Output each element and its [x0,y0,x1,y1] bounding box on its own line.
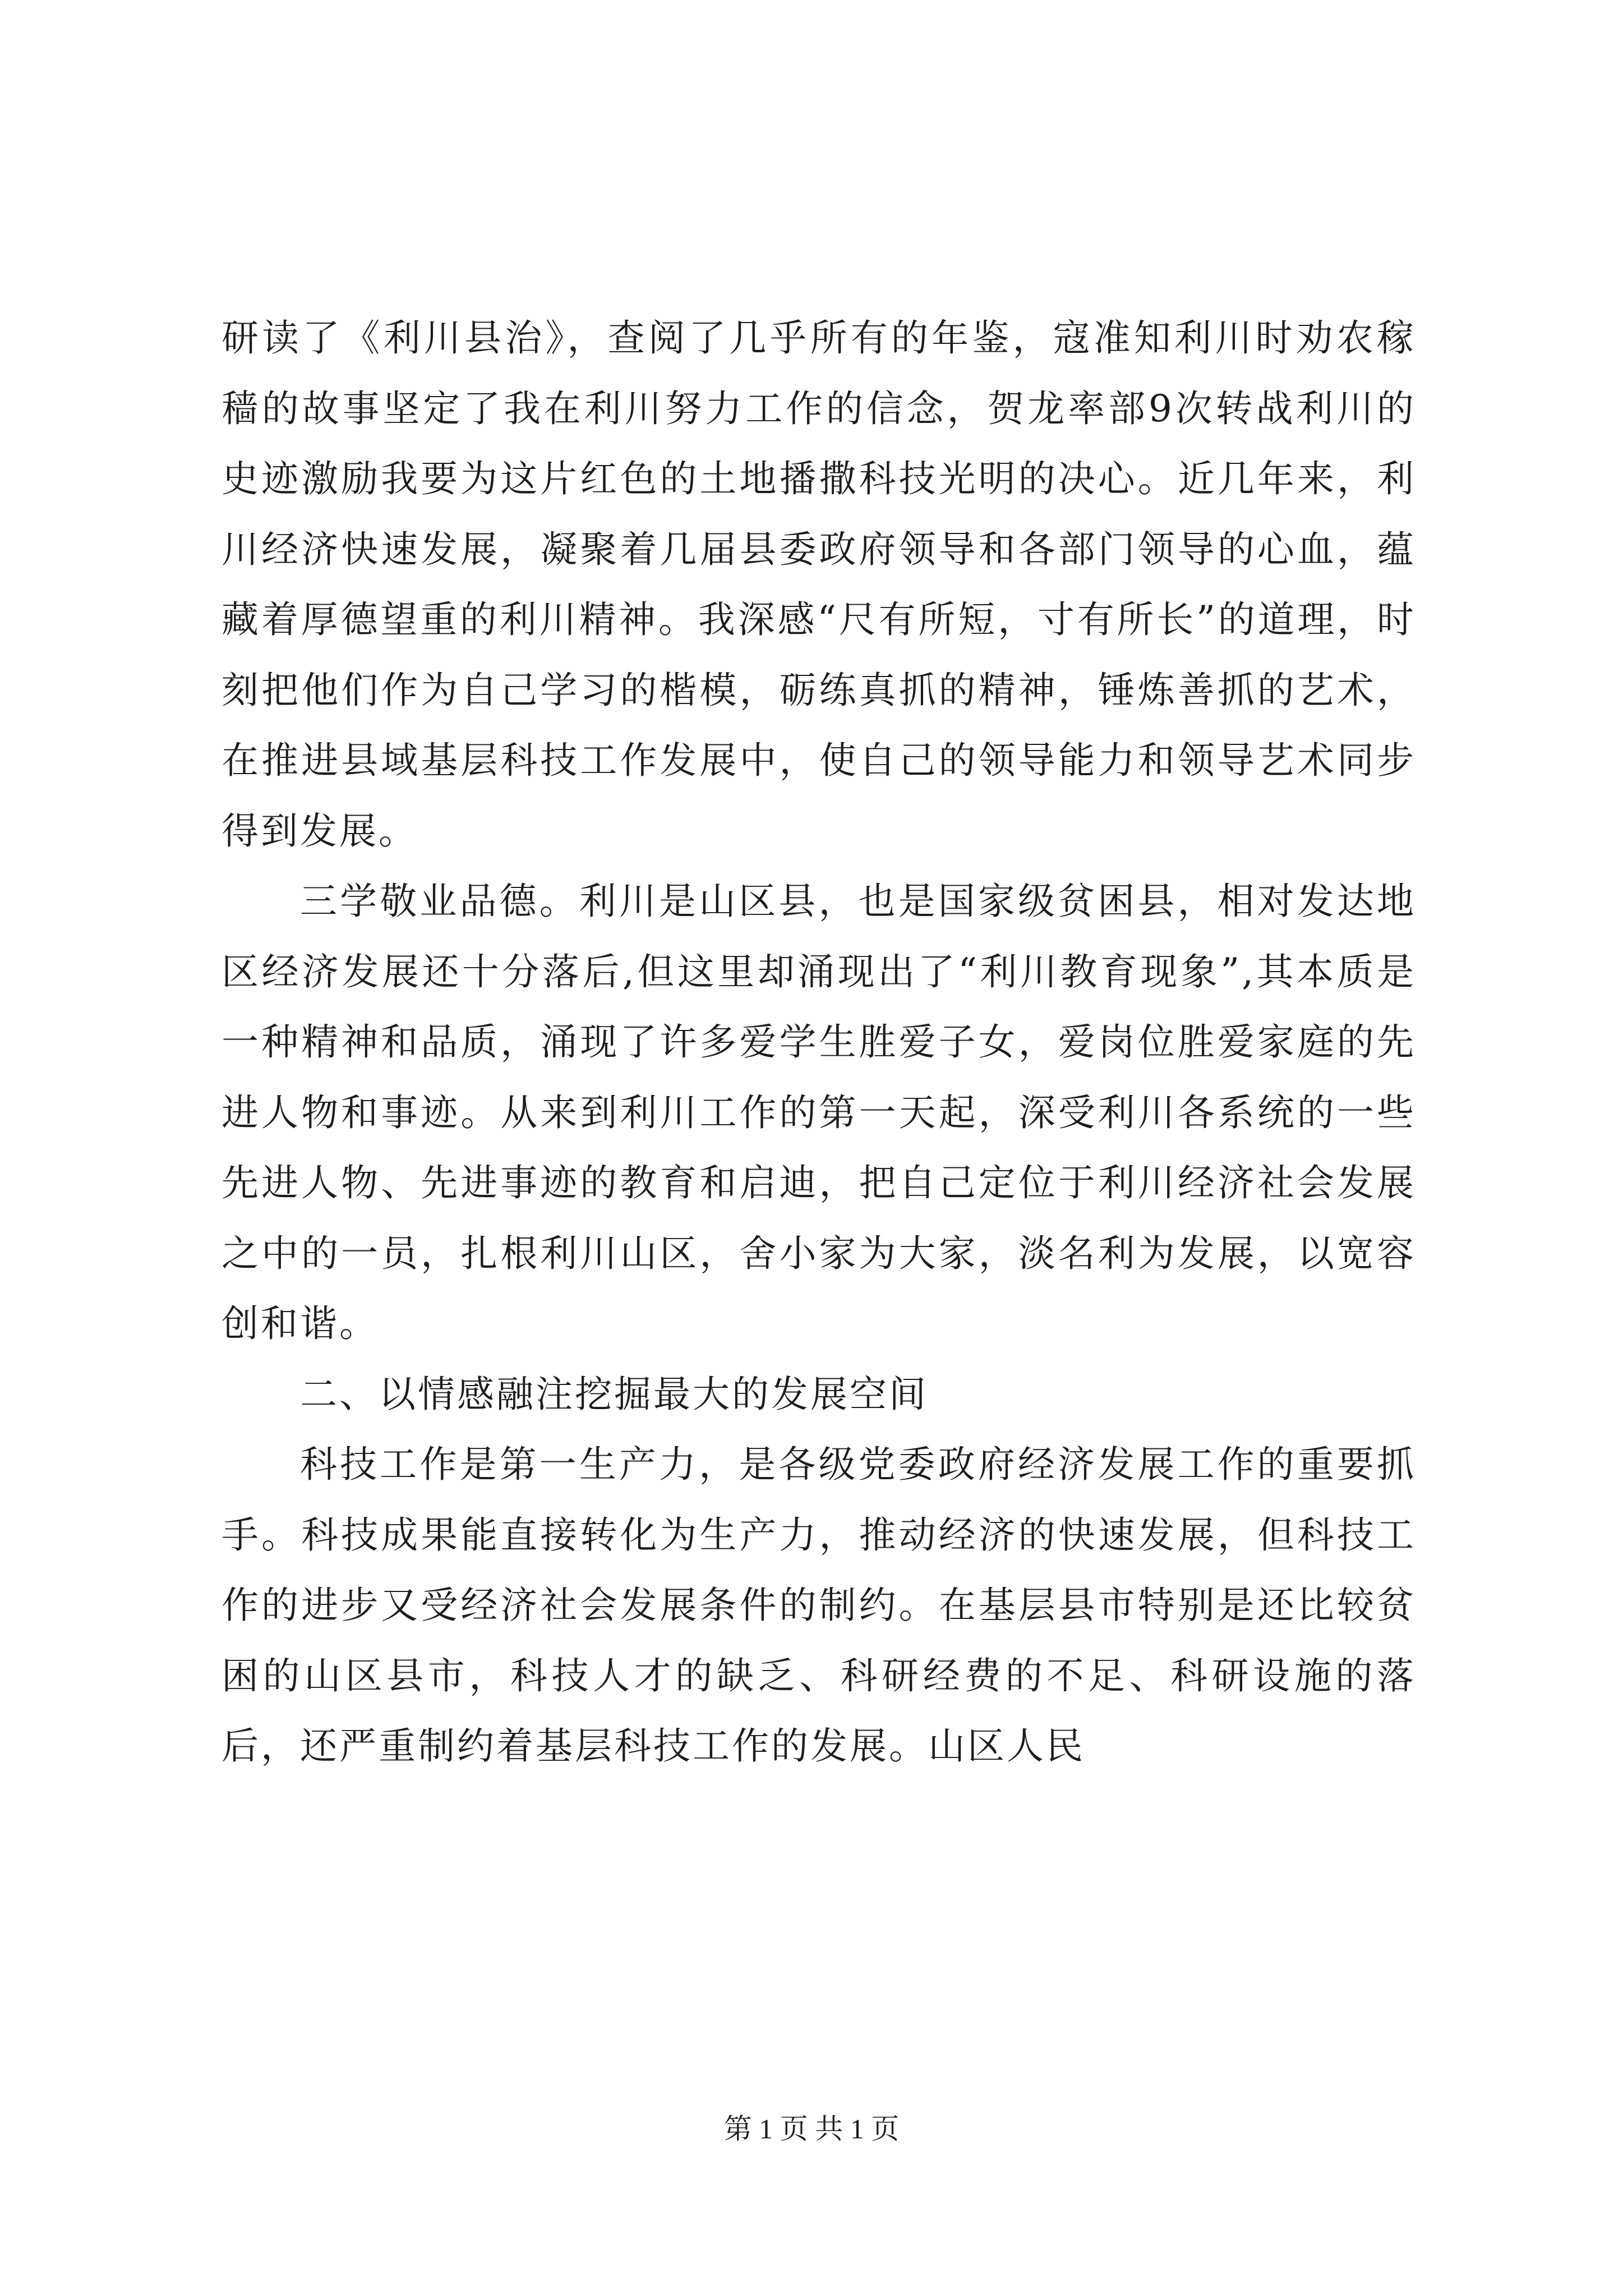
paragraph-3: 科技工作是第一生产力，是各级党委政府经济发展工作的重要抓手。科技成果能直接转化为生产力，推动经济的快速发展，但科技工作的进步又受经济社会发展条件的制约。在基层县市特别是还比较贫困的山区县市，科技人才的缺乏、科研经费的不足、科研设施的落后，还严重制约着基层科技工作的发展。山区人民 [222,1443,1416,1768]
paragraph-2: 三学敬业品德。利川是山区县，也是国家级贫困县，相对发达地区经济发展还十分落后,但这里却涌现出了“利川教育现象”,其本质是一种精神和品质，涌现了许多爱学生胜爱子女，爱岗位胜爱家庭的先进人物和事迹。从来到利川工作的第一天起，深受利川各系统的一些先进人物、先进事迹的教育和启迪，把自己定位于利川经济社会发展之中的一员，扎根利川山区，舍小家为大家，淡名利为发展，以宽容创和谐。 [222,880,1416,1345]
document-body [222,303,1416,1782]
page-number-footer: 第 1 页 共 1 页 [723,2113,900,2145]
paragraph-1: 研读了《利川县治》，查阅了几乎所有的年鉴，寇准知利川时劝农稼穑的故事坚定了我在利川努力工作的信念，贺龙率部9次转战利川的史迹激励我要为这片红色的土地播撒科技光明的决心。近几年来，利川经济快速发展，凝聚着几届县委政府领导和各部门领导的心血，蕴藏着厚德望重的利川精神。我深感“尺有所短，寸有所长”的道理，时刻把他们作为自己学习的楷模，砺练真抓的精神，锤炼善抓的艺术，在推进县域基层科技工作发展中，使自己的领导能力和领导艺术同步得到发展。 [222,316,1416,853]
section-heading: 二、以情感融注挖掘最大的发展空间 [300,1372,928,1416]
